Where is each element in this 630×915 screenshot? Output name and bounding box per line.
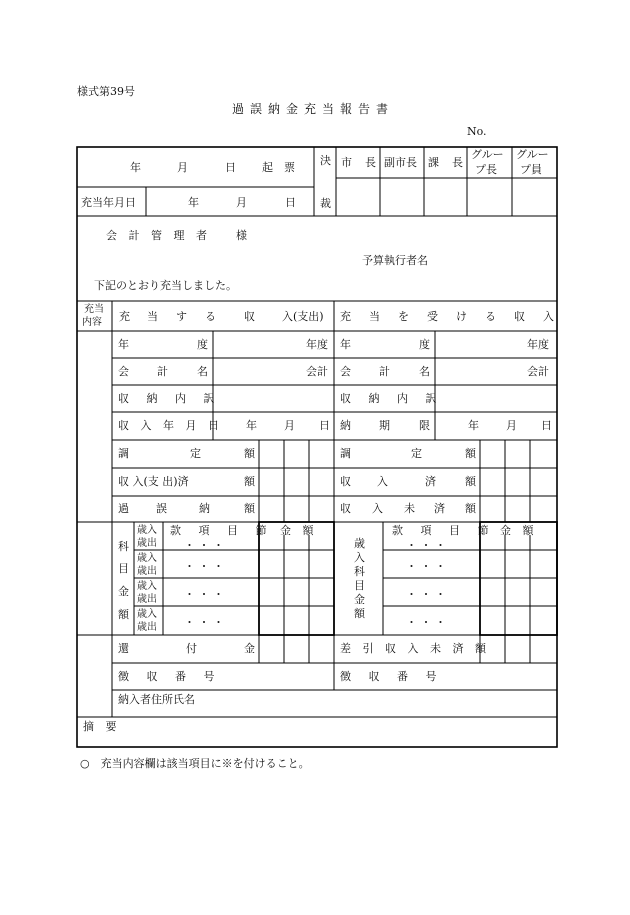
sashihiki-label: 差 引 収 入 未 済 額 xyxy=(340,642,490,655)
l-nendo-unit: 年度 xyxy=(306,338,328,351)
lh-5: 収 xyxy=(244,310,255,323)
statement: 下記のとおり充当しました。 xyxy=(94,279,237,292)
juto-naiyo-1: 充当 xyxy=(84,304,104,315)
saishutsu-3: 歳出 xyxy=(137,594,157,605)
misumi-5: 額 xyxy=(465,502,476,515)
rh-4: 受 xyxy=(427,310,438,323)
r-sumi-3: 済 xyxy=(425,475,436,488)
tekiyo-label: 摘 要 xyxy=(83,720,121,733)
misumi-2: 入 xyxy=(372,502,383,515)
l-nendo-1: 年 xyxy=(118,338,129,351)
r-sumi-4: 額 xyxy=(465,475,476,488)
juto-year: 年 xyxy=(188,196,199,209)
l-sumi-unit: 額 xyxy=(244,475,255,488)
l-sumi-label: 収 入(支 出)済 xyxy=(118,475,189,488)
kago-4: 額 xyxy=(244,502,255,515)
juto-day: 日 xyxy=(285,196,296,209)
rh-1: 充 xyxy=(340,310,351,323)
r-chosyu: 徴 収 番 号 xyxy=(340,670,444,683)
nouki-2: 期 xyxy=(379,419,390,432)
r-kaikei-1: 会 xyxy=(340,365,351,378)
r-chotei-3: 額 xyxy=(465,447,476,460)
group-in-1: グルー xyxy=(516,148,549,161)
r-kingaku: 金 額 xyxy=(500,524,538,537)
l-dots-1: ・ ・ ・ xyxy=(184,539,224,552)
shicho-1: 市 xyxy=(341,156,352,169)
r-shuno-uchiwake: 収 納 内 訳 xyxy=(340,392,444,405)
l-shuno-uchiwake: 収 納 内 訳 xyxy=(118,392,222,405)
l-dots-4: ・ ・ ・ xyxy=(184,616,224,629)
l-month: 月 xyxy=(284,419,295,432)
juto-naiyo-2: 内容 xyxy=(82,317,102,328)
group-in-2: プ員 xyxy=(520,163,542,176)
r-month: 月 xyxy=(506,419,517,432)
r-day: 日 xyxy=(541,419,552,432)
juto-date-label: 充当年月日 xyxy=(81,196,136,209)
rh-2: 当 xyxy=(369,310,380,323)
kamoku-l-2: 目 xyxy=(118,562,129,575)
fukushicho: 副市長 xyxy=(384,156,417,169)
kamoku-r-2: 入 xyxy=(354,551,365,564)
kamoku-l-4: 額 xyxy=(118,608,129,621)
shicho-2: 長 xyxy=(365,156,376,169)
l-kaikei-3: 名 xyxy=(197,365,208,378)
r-dots-4: ・ ・ ・ xyxy=(406,616,446,629)
l-year: 年 xyxy=(246,419,257,432)
r-chotei-1: 調 xyxy=(340,447,351,460)
l-chotei-2: 定 xyxy=(190,447,201,460)
juto-month: 月 xyxy=(236,196,247,209)
l-chotei-1: 調 xyxy=(118,447,129,460)
sainyu-3: 歳入 xyxy=(137,581,157,592)
l-chosyu: 徴 収 番 号 xyxy=(118,670,222,683)
r-kan-koumoku: 款 項 目 節 xyxy=(392,524,496,537)
nonyusha-label: 納入者住所氏名 xyxy=(118,693,195,706)
date-day: 日 xyxy=(225,161,236,174)
l-nendo-2: 度 xyxy=(197,338,208,351)
kago-2: 誤 xyxy=(156,502,167,515)
sainyu-4: 歳入 xyxy=(137,609,157,620)
l-dots-2: ・ ・ ・ xyxy=(184,560,224,573)
executor-label: 予算執行者名 xyxy=(362,254,428,267)
kamoku-r-5: 金 xyxy=(354,593,365,606)
addressee: 会 計 管 理 者 xyxy=(106,229,211,242)
rh-7: 収 xyxy=(514,310,525,323)
kamoku-r-6: 額 xyxy=(354,607,365,620)
kacho-1: 課 xyxy=(428,156,439,169)
l-day: 日 xyxy=(319,419,330,432)
r-kaikei-unit: 会計 xyxy=(527,365,549,378)
rh-6: る xyxy=(485,310,496,323)
r-sumi-2: 入 xyxy=(377,475,388,488)
group-cho-2: プ長 xyxy=(475,163,497,176)
date-year: 年 xyxy=(130,161,141,174)
saishutsu-2: 歳出 xyxy=(137,566,157,577)
kamoku-r-1: 歳 xyxy=(354,537,365,550)
form-title: 過誤納金充当報告書 xyxy=(232,102,395,116)
r-sumi-1: 収 xyxy=(340,475,351,488)
sainyu-2: 歳入 xyxy=(137,553,157,564)
nouki-3: 限 xyxy=(419,419,430,432)
number-label: No. xyxy=(467,125,487,138)
r-kaikei-3: 名 xyxy=(419,365,430,378)
r-nendo-2: 度 xyxy=(419,338,430,351)
kanpu-2: 付 xyxy=(186,642,197,655)
l-chotei-3: 額 xyxy=(244,447,255,460)
lh-1: 充 xyxy=(119,310,130,323)
lh-3: す xyxy=(176,310,187,323)
lh-2: 当 xyxy=(147,310,158,323)
l-kaikei-unit: 会計 xyxy=(306,365,328,378)
l-kaikei-1: 会 xyxy=(118,365,129,378)
group-cho-1: グルー xyxy=(471,148,504,161)
r-nendo-unit: 年度 xyxy=(527,338,549,351)
sainyu-1: 歳入 xyxy=(137,525,157,536)
footnote: ○ 充当内容欄は該当項目に※を付けること。 xyxy=(80,757,310,770)
kessai-top: 決 xyxy=(320,154,331,167)
misumi-3: 未 xyxy=(404,502,415,515)
kanpu-1: 還 xyxy=(118,642,129,655)
rh-8: 入 xyxy=(543,310,554,323)
l-dots-3: ・ ・ ・ xyxy=(184,588,224,601)
misumi-1: 収 xyxy=(340,502,351,515)
misumi-4: 済 xyxy=(434,502,445,515)
rh-5: け xyxy=(456,310,467,323)
r-dots-3: ・ ・ ・ xyxy=(406,588,446,601)
kessai-bottom: 裁 xyxy=(320,197,331,210)
l-kaikei-2: 計 xyxy=(157,365,168,378)
shunyu-date-label: 収 入 年 月 日 xyxy=(118,419,223,432)
kago-1: 過 xyxy=(118,502,129,515)
lh-4: る xyxy=(205,310,216,323)
r-kaikei-2: 計 xyxy=(379,365,390,378)
r-nendo-1: 年 xyxy=(340,338,351,351)
date-month: 月 xyxy=(177,161,188,174)
kihyo-1: 起 xyxy=(262,161,273,174)
kihyo-2: 票 xyxy=(284,161,295,174)
honorific: 様 xyxy=(236,229,247,242)
rh-3: を xyxy=(398,310,409,323)
kanpu-3: 金 xyxy=(244,642,255,655)
r-dots-1: ・ ・ ・ xyxy=(406,539,446,552)
kago-3: 納 xyxy=(199,502,210,515)
form-number: 様式第39号 xyxy=(77,85,135,98)
lh-6: 入(支出) xyxy=(282,310,324,323)
l-kingaku: 金 額 xyxy=(280,524,318,537)
kamoku-l-3: 金 xyxy=(118,585,129,598)
r-chotei-2: 定 xyxy=(411,447,422,460)
nouki-1: 納 xyxy=(340,419,351,432)
kamoku-r-4: 目 xyxy=(354,579,365,592)
kacho-2: 長 xyxy=(452,156,463,169)
saishutsu-4: 歳出 xyxy=(137,622,157,633)
r-dots-2: ・ ・ ・ xyxy=(406,560,446,573)
r-year: 年 xyxy=(468,419,479,432)
kamoku-r-3: 科 xyxy=(354,565,365,578)
kamoku-l-1: 科 xyxy=(118,540,129,553)
saishutsu-1: 歳出 xyxy=(137,538,157,549)
l-kan-koumoku: 款 項 目 節 xyxy=(170,524,274,537)
